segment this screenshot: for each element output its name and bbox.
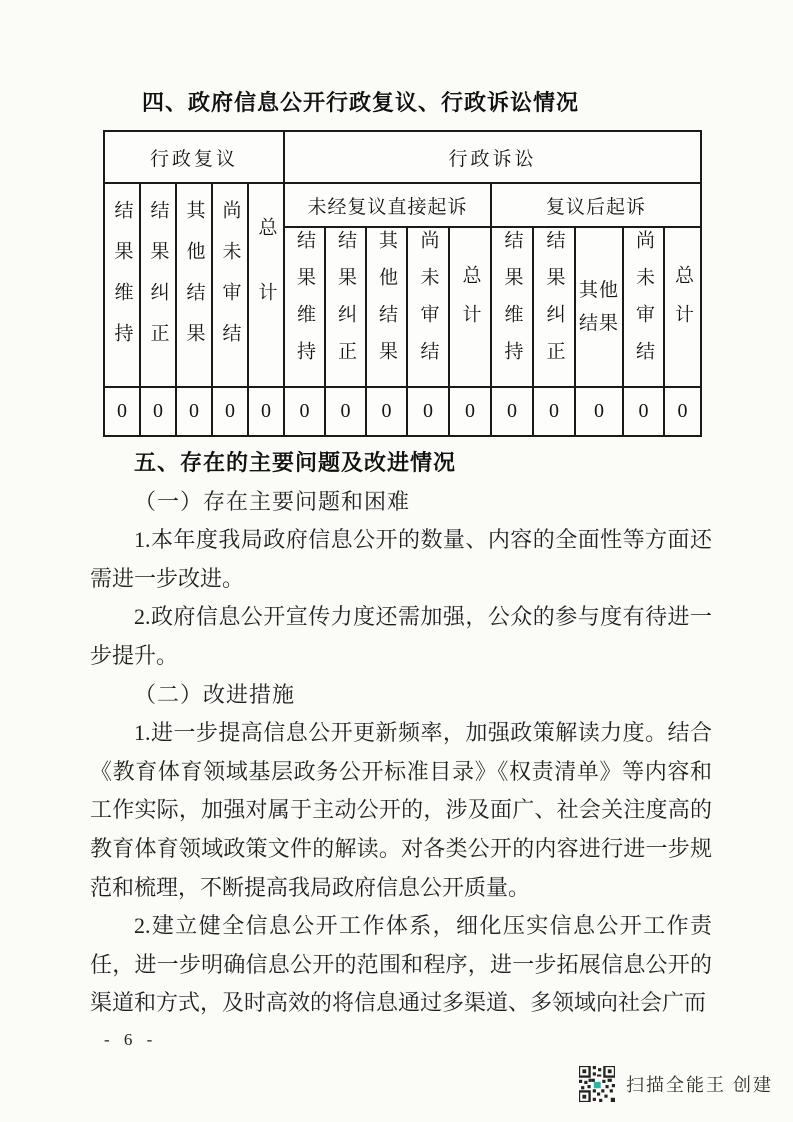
col-header-after-other: 其他结果 [575,227,623,387]
table-cell-value: 0 [104,387,140,436]
paragraph: 1.本年度我局政府信息公开的数量、内容的全面性等方面还需进一步改进。 [90,527,712,591]
section5-body [90,444,712,1023]
col-header-after-pending: 尚未审结 [623,227,664,387]
table-cell-value: 0 [533,387,575,436]
table-cell-value: 0 [449,387,491,436]
header-direct-lawsuit: 未经复议直接起诉 [284,183,491,227]
col-header-review-other: 其他结果 [176,183,212,387]
table-cell-value: 0 [664,387,701,436]
review-litigation-table [103,130,702,437]
subsection1-title: （一）存在主要问题和困难 [134,488,411,514]
header-lawsuit-after-review: 复议后起诉 [491,183,701,227]
page-number: - 6 - [104,1030,158,1049]
subsection2-title: （二）改进措施 [134,681,296,707]
table-row [104,183,701,227]
table-cell-value: 0 [407,387,449,436]
col-header-direct-other: 其他结果 [366,227,407,387]
col-header-direct-corrected: 结果纠正 [325,227,366,387]
paragraph: 1.进一步提高信息公开更新频率，加强政策解读力度。结合《教育体育领域基层政务公开标准目录》《权责清单》等内容和工作实际，加强对属于主动公开的，涉及面广、社会关注度高的教育体育领域政策文件的解读。对各类公开的内容进行进一步规范和梳理，不断提高我局政府信息公开质量。 [90,720,712,900]
section5-title: 五、存在的主要问题及改进情况 [134,450,457,475]
col-header-review-pending: 尚未审结 [212,183,248,387]
section4-title: 四、政府信息公开行政复议、行政诉讼情况 [142,90,580,115]
col-header-direct-total: 总计 [449,227,491,387]
table-cell-value: 0 [248,387,284,436]
col-header-direct-pending: 尚未审结 [407,227,449,387]
table-cell-value: 0 [575,387,623,436]
col-header-after-total: 总计 [664,227,701,387]
table-cell-value: 0 [491,387,533,436]
col-header-after-corrected: 结果纠正 [533,227,575,387]
table-cell-value: 0 [176,387,212,436]
table-cell-value: 0 [366,387,407,436]
col-header-review-corrected: 结果纠正 [140,183,176,387]
table-cell-value: 0 [212,387,248,436]
table-cell-value: 0 [284,387,325,436]
scanner-watermark-label: 扫描全能王 创建 [625,1075,773,1095]
table-cell-value: 0 [140,387,176,436]
scanner-watermark [579,1066,773,1102]
col-header-direct-upheld: 结果维持 [284,227,325,387]
col-header-review-total: 总计 [248,183,284,387]
table-values-row [104,387,701,436]
table-row [104,131,701,183]
paragraph: 2.政府信息公开宣传力度还需加强，公众的参与度有待进一步提升。 [90,604,712,668]
header-administrative-review: 行政复议 [104,131,284,183]
header-administrative-litigation: 行政诉讼 [284,131,701,183]
paragraph: 2.建立健全信息公开工作体系，细化压实信息公开工作责任，进一步明确信息公开的范围和程序，进一步拓展信息公开的渠道和方式，及时高效的将信息通过多渠道、多领域向社会广而 [90,913,712,1016]
table-cell-value: 0 [325,387,366,436]
col-header-review-upheld: 结果维持 [104,183,140,387]
col-header-after-upheld: 结果维持 [491,227,533,387]
table-cell-value: 0 [623,387,664,436]
qr-code-icon [579,1066,615,1102]
document-content [90,88,712,1023]
